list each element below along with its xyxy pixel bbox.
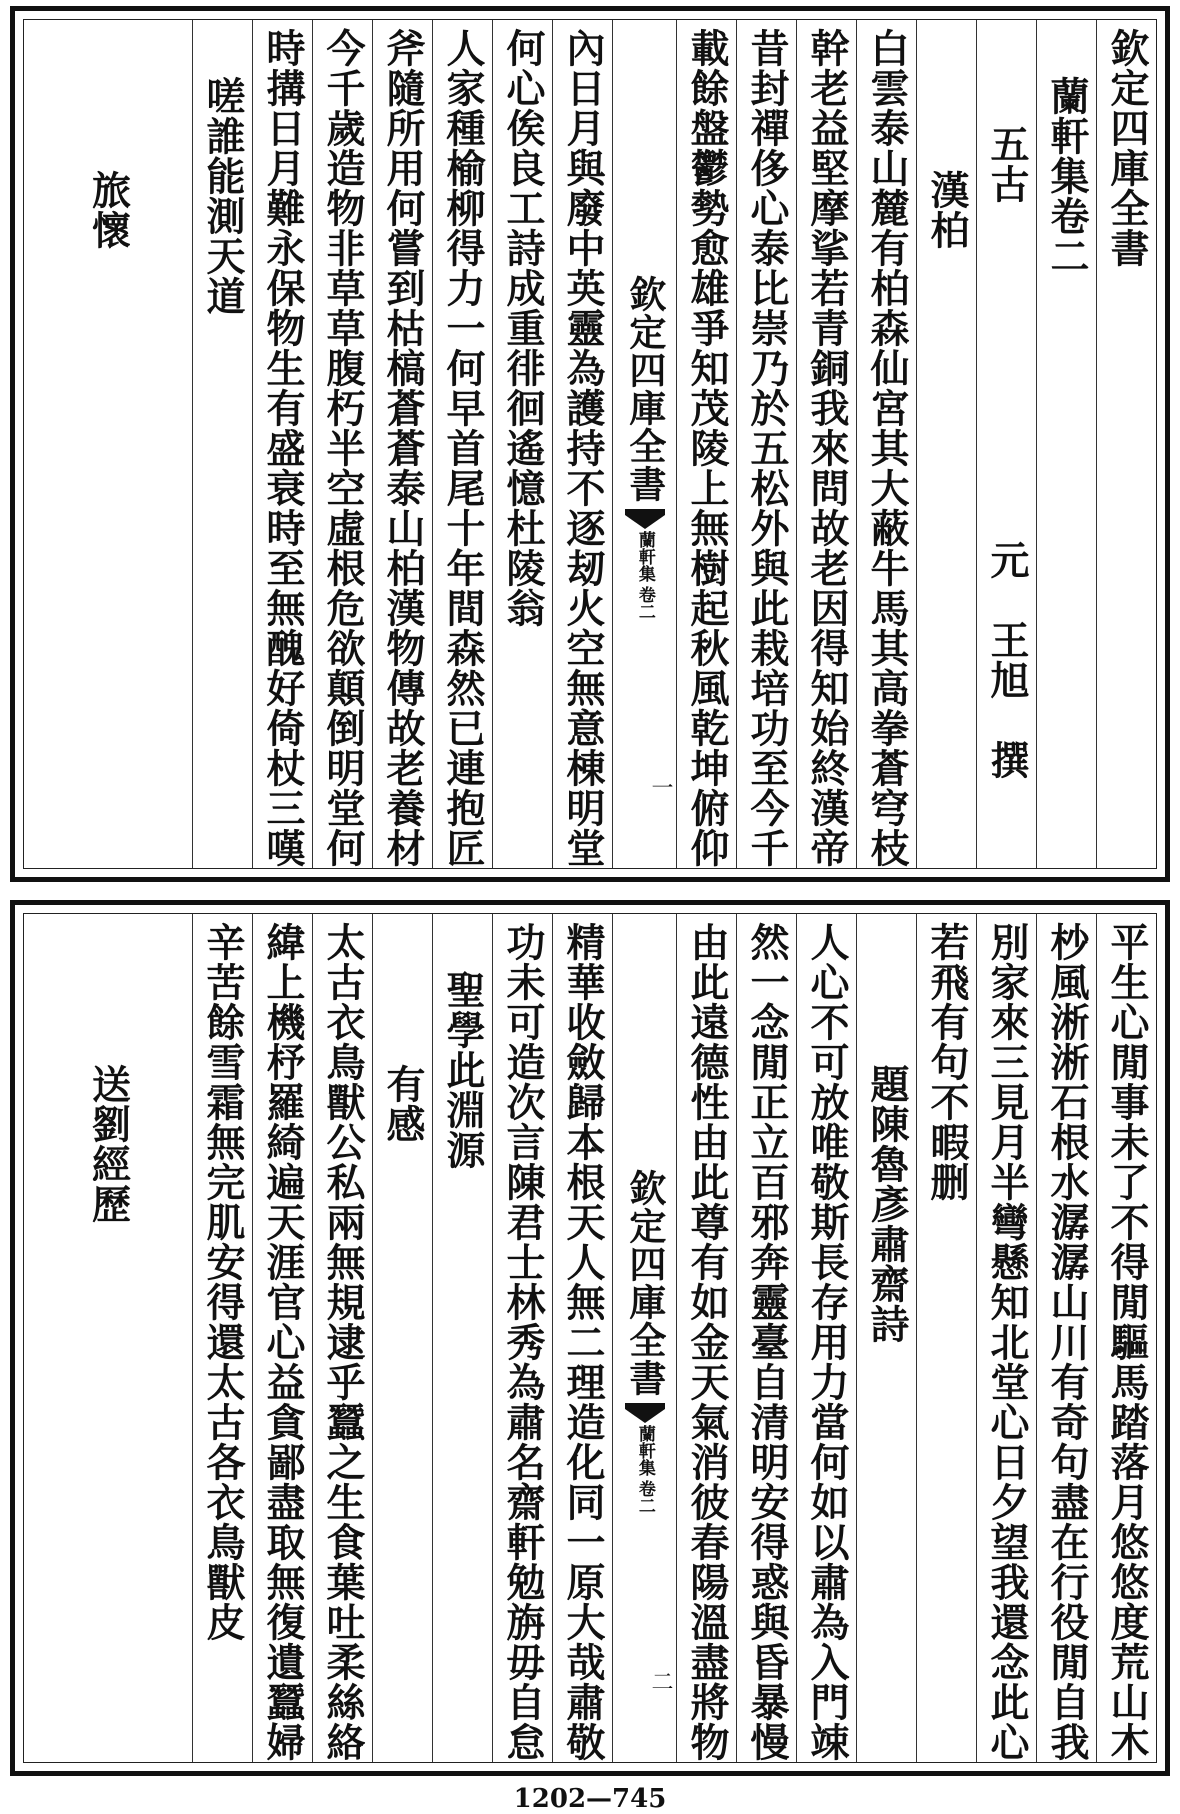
center-fold-book: 蘭軒集: [634, 1424, 655, 1476]
column-text: 由此遠德性由此尊有如金天氣消彼春陽溫盡將物: [683, 922, 730, 1762]
poem-title: 旅懷: [85, 170, 132, 250]
poem-title: 漢柏: [923, 170, 970, 250]
text-column: [796, 20, 856, 868]
text-column: [1096, 20, 1156, 868]
text-column: [676, 20, 736, 868]
top-page-frame: [23, 19, 1157, 869]
page-number: 1202—745: [513, 1784, 667, 1814]
column-text: 載餘盤鬱勢愈雄爭知茂陵上無樹起秋風乾坤俯仰: [683, 28, 730, 868]
poem-title: 題陳魯彥肅齋詩: [863, 1064, 910, 1344]
text-column: [736, 914, 796, 1762]
fishtail-mark-icon: [625, 509, 665, 531]
center-fold-book: 蘭軒集: [634, 530, 655, 582]
column-text: 嗟誰能測天道: [199, 76, 246, 316]
text-column: [976, 914, 1036, 1762]
text-column: [312, 20, 372, 868]
column-text: 精華收斂歸本根天人無二理造化同一原大哉肅敬: [559, 922, 606, 1762]
leaf-number: 二: [648, 1670, 673, 1692]
center-fold-column: [612, 914, 676, 1762]
column-text: 人心不可放唯敬斯長存用力當何如以肅為入門竦: [803, 922, 850, 1762]
column-text: 平生心閒事未了不得閒驅馬踏落月悠悠度荒山木: [1103, 922, 1150, 1762]
text-column: [372, 20, 432, 868]
column-text: 欽定四庫全書: [1103, 28, 1150, 268]
center-fold-title: 欽定四庫全書: [622, 274, 667, 503]
text-column: [192, 914, 252, 1762]
text-column: [492, 20, 552, 868]
center-fold-title: 欽定四庫全書: [622, 1168, 667, 1397]
column-text: 聖學此淵源: [439, 970, 486, 1170]
column-text: 杪風淅淅石根水潺潺山川有奇句盡在行役閒自我: [1043, 922, 1090, 1762]
center-fold-subtitle: [635, 531, 654, 620]
text-column: [24, 20, 192, 868]
column-text: 白雲泰山麓有柏森仙宮其大蔽牛馬其高拳蒼穹枝: [863, 28, 910, 868]
text-column: [312, 914, 372, 1762]
fishtail-mark-icon: [625, 1403, 665, 1425]
column-text: 人家種榆柳得力一何早首尾十年間森然已連抱匠: [439, 28, 486, 868]
text-column: [1096, 914, 1156, 1762]
text-column: [796, 914, 856, 1762]
column-text: 若飛有句不暇删: [923, 922, 970, 1202]
text-column: [1036, 20, 1096, 868]
column-text: 緯上機杼羅綺遍天涯官心益貪鄙盡取無復遺蠶婦: [259, 922, 306, 1762]
text-column: [252, 914, 312, 1762]
section-heading: 五古: [983, 124, 1030, 204]
column-text: 別家來三見月半彎懸知北堂心日夕望我還念此心: [983, 922, 1030, 1762]
text-column: [1036, 914, 1096, 1762]
column-text: 辛苦餘雪霜無完肌安得還太古各衣鳥獸皮: [199, 922, 246, 1642]
text-column: [976, 20, 1036, 868]
column-text: 今千歲造物非草草腹朽半空虛根危欲顛倒明堂何: [319, 28, 366, 868]
text-column: [24, 914, 192, 1762]
bottom-page-frame: [23, 913, 1157, 1763]
text-column: [552, 914, 612, 1762]
text-column: [432, 914, 492, 1762]
column-text: 何心俟良工詩成重徘徊遙憶杜陵翁: [499, 28, 546, 628]
text-column: [552, 20, 612, 868]
text-column: [432, 20, 492, 868]
top-page: [10, 6, 1170, 882]
column-text: 斧隨所用何嘗到枯槁蒼蒼泰山柏漢物傳故老養材: [379, 28, 426, 868]
author-line: 元 王旭 撰: [983, 540, 1030, 780]
center-fold-subtitle: [635, 1425, 654, 1514]
column-text: 幹老益堅摩挲若青銅我來問故老因得知始終漢帝: [803, 28, 850, 868]
bottom-page: [10, 900, 1170, 1776]
column-text: 時搆日月難永保物生有盛衰時至無醜好倚杖三嘆: [259, 28, 306, 868]
text-column: [916, 914, 976, 1762]
text-column: [736, 20, 796, 868]
text-column: [372, 914, 432, 1762]
column-text: 太古衣鳥獸公私兩無規逮乎蠶之生食葉吐柔絲絡: [319, 922, 366, 1762]
text-column: [916, 20, 976, 868]
center-fold-volume: 卷二: [634, 585, 655, 620]
text-column: [192, 20, 252, 868]
column-text: 然一念閒正立百邪奔靈臺自清明安得惑與昏暴慢: [743, 922, 790, 1762]
center-fold-column: [612, 20, 676, 868]
book-volume-title: 蘭軒集卷二: [1043, 76, 1090, 276]
poem-title: 送劉經歷: [85, 1064, 132, 1224]
poem-title: 有感: [379, 1064, 426, 1144]
text-column: [856, 914, 916, 1762]
column-text: 內日月與廢中英靈為護持不逐刼火空無意棟明堂: [559, 28, 606, 868]
text-column: [492, 914, 552, 1762]
text-column: [676, 914, 736, 1762]
center-fold-volume: 卷二: [634, 1479, 655, 1514]
text-column: [856, 20, 916, 868]
column-text: 昔封禪侈心泰比崇乃於五松外與此栽培功至今千: [743, 28, 790, 868]
text-column: [252, 20, 312, 868]
column-text: 功未可造次言陳君士林秀為肅名齋軒勉旃毋自怠: [499, 922, 546, 1762]
leaf-number: 一: [648, 776, 673, 798]
